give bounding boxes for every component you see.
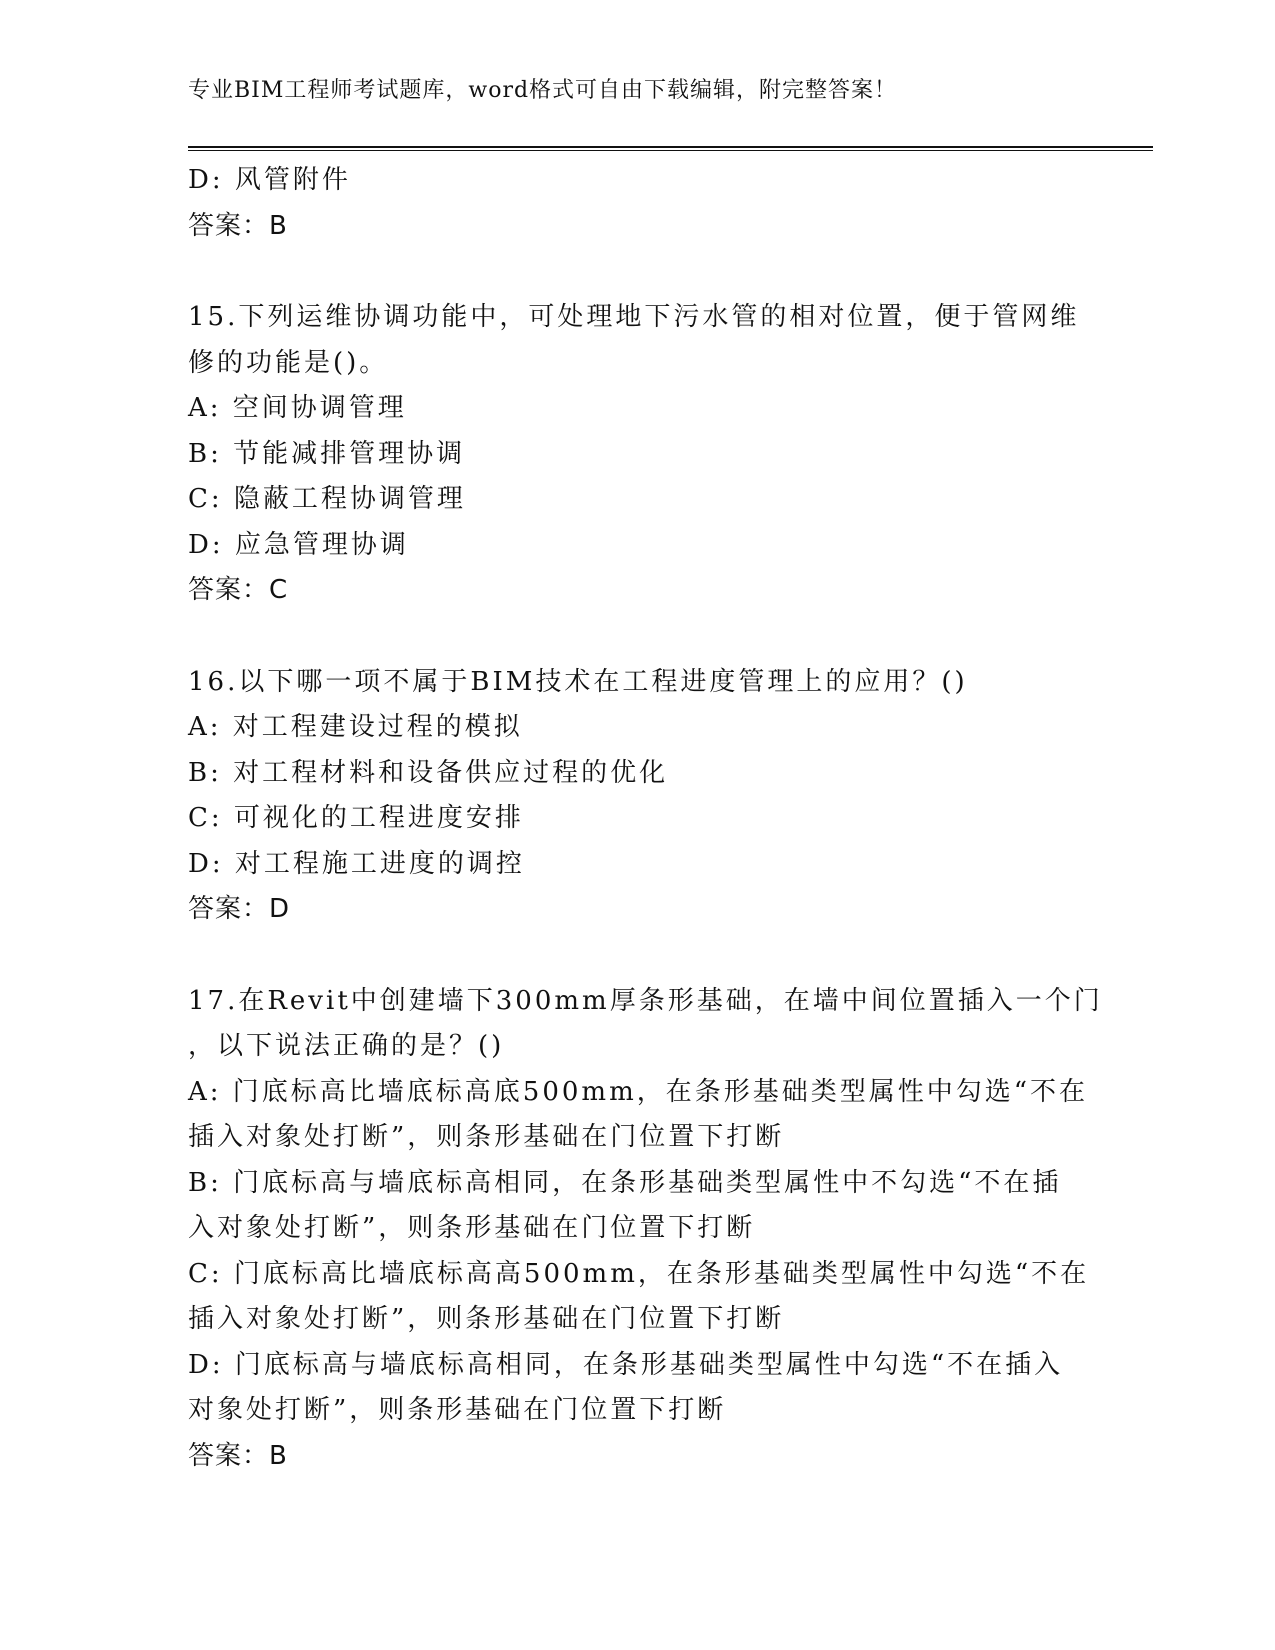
spacer [188,614,1088,660]
spacer [188,933,1088,979]
answer-line: 答案：B [188,1440,288,1471]
option-d: D: 应急管理协调 [188,529,409,560]
option-d-continued: 对象处打断”，则条形基础在门位置下打断 [188,1395,727,1425]
option-c-continued: 插入对象处打断”，则条形基础在门位置下打断 [188,1304,785,1334]
option-d: D: 对工程施工进度的调控 [188,848,525,879]
answer-line: 答案：D [188,894,291,924]
option-b-continued: 入对象处打断”，则条形基础在门位置下打断 [188,1213,756,1243]
option-a: A: 门底标高比墙底标高底500mm，在条形基础类型属性中勾选“不在 [188,1076,1089,1107]
spacer [188,249,1088,295]
question-text: 17.在Revit中创建墙下300mm厚条形基础，在墙中间位置插入一个门 [188,985,1103,1016]
option-d: D: 门底标高与墙底标高相同，在条形基础类型属性中勾选“不在插入 [188,1349,1064,1380]
option-c: C: 门底标高比墙底标高高500mm，在条形基础类型属性中勾选“不在 [188,1258,1090,1289]
option-b: B: 门底标高与墙底标高相同，在条形基础类型属性中不勾选“不在插 [188,1167,1062,1198]
question-text-continued: 修的功能是()。 [188,347,389,378]
question-block-15 [188,295,1088,614]
question-block-14-tail [188,158,1088,249]
question-block-16 [188,660,1088,933]
option-a: A: 对工程建设过程的模拟 [188,712,523,742]
option-a-continued: 插入对象处打断”，则条形基础在门位置下打断 [188,1122,785,1152]
option-b: B: 对工程材料和设备供应过程的优化 [188,757,669,788]
header-rule-thick [188,146,1153,148]
option-b: B: 节能减排管理协调 [188,438,466,469]
option-c: C: 隐蔽工程协调管理 [188,484,466,514]
question-content [188,158,1103,1479]
question-text: 16.以下哪一项不属于BIM技术在工程进度管理上的应用？() [188,666,968,697]
option-a: A: 空间协调管理 [188,393,407,423]
option-d: D: 风管附件 [188,165,351,195]
question-text-continued: ，以下说法正确的是？() [188,1031,505,1061]
header-rule-thin [188,150,1153,151]
answer-line: 答案：C [188,575,289,605]
option-c: C: 可视化的工程进度安排 [188,803,524,833]
page-header: 专业BIM工程师考试题库，word格式可自由下载编辑，附完整答案！ [188,78,898,103]
question-text: 15.下列运维协调功能中，可处理地下污水管的相对位置，便于管网维 [188,302,1080,332]
answer-line: 答案：B [188,210,288,241]
question-block-17 [188,979,1103,1480]
